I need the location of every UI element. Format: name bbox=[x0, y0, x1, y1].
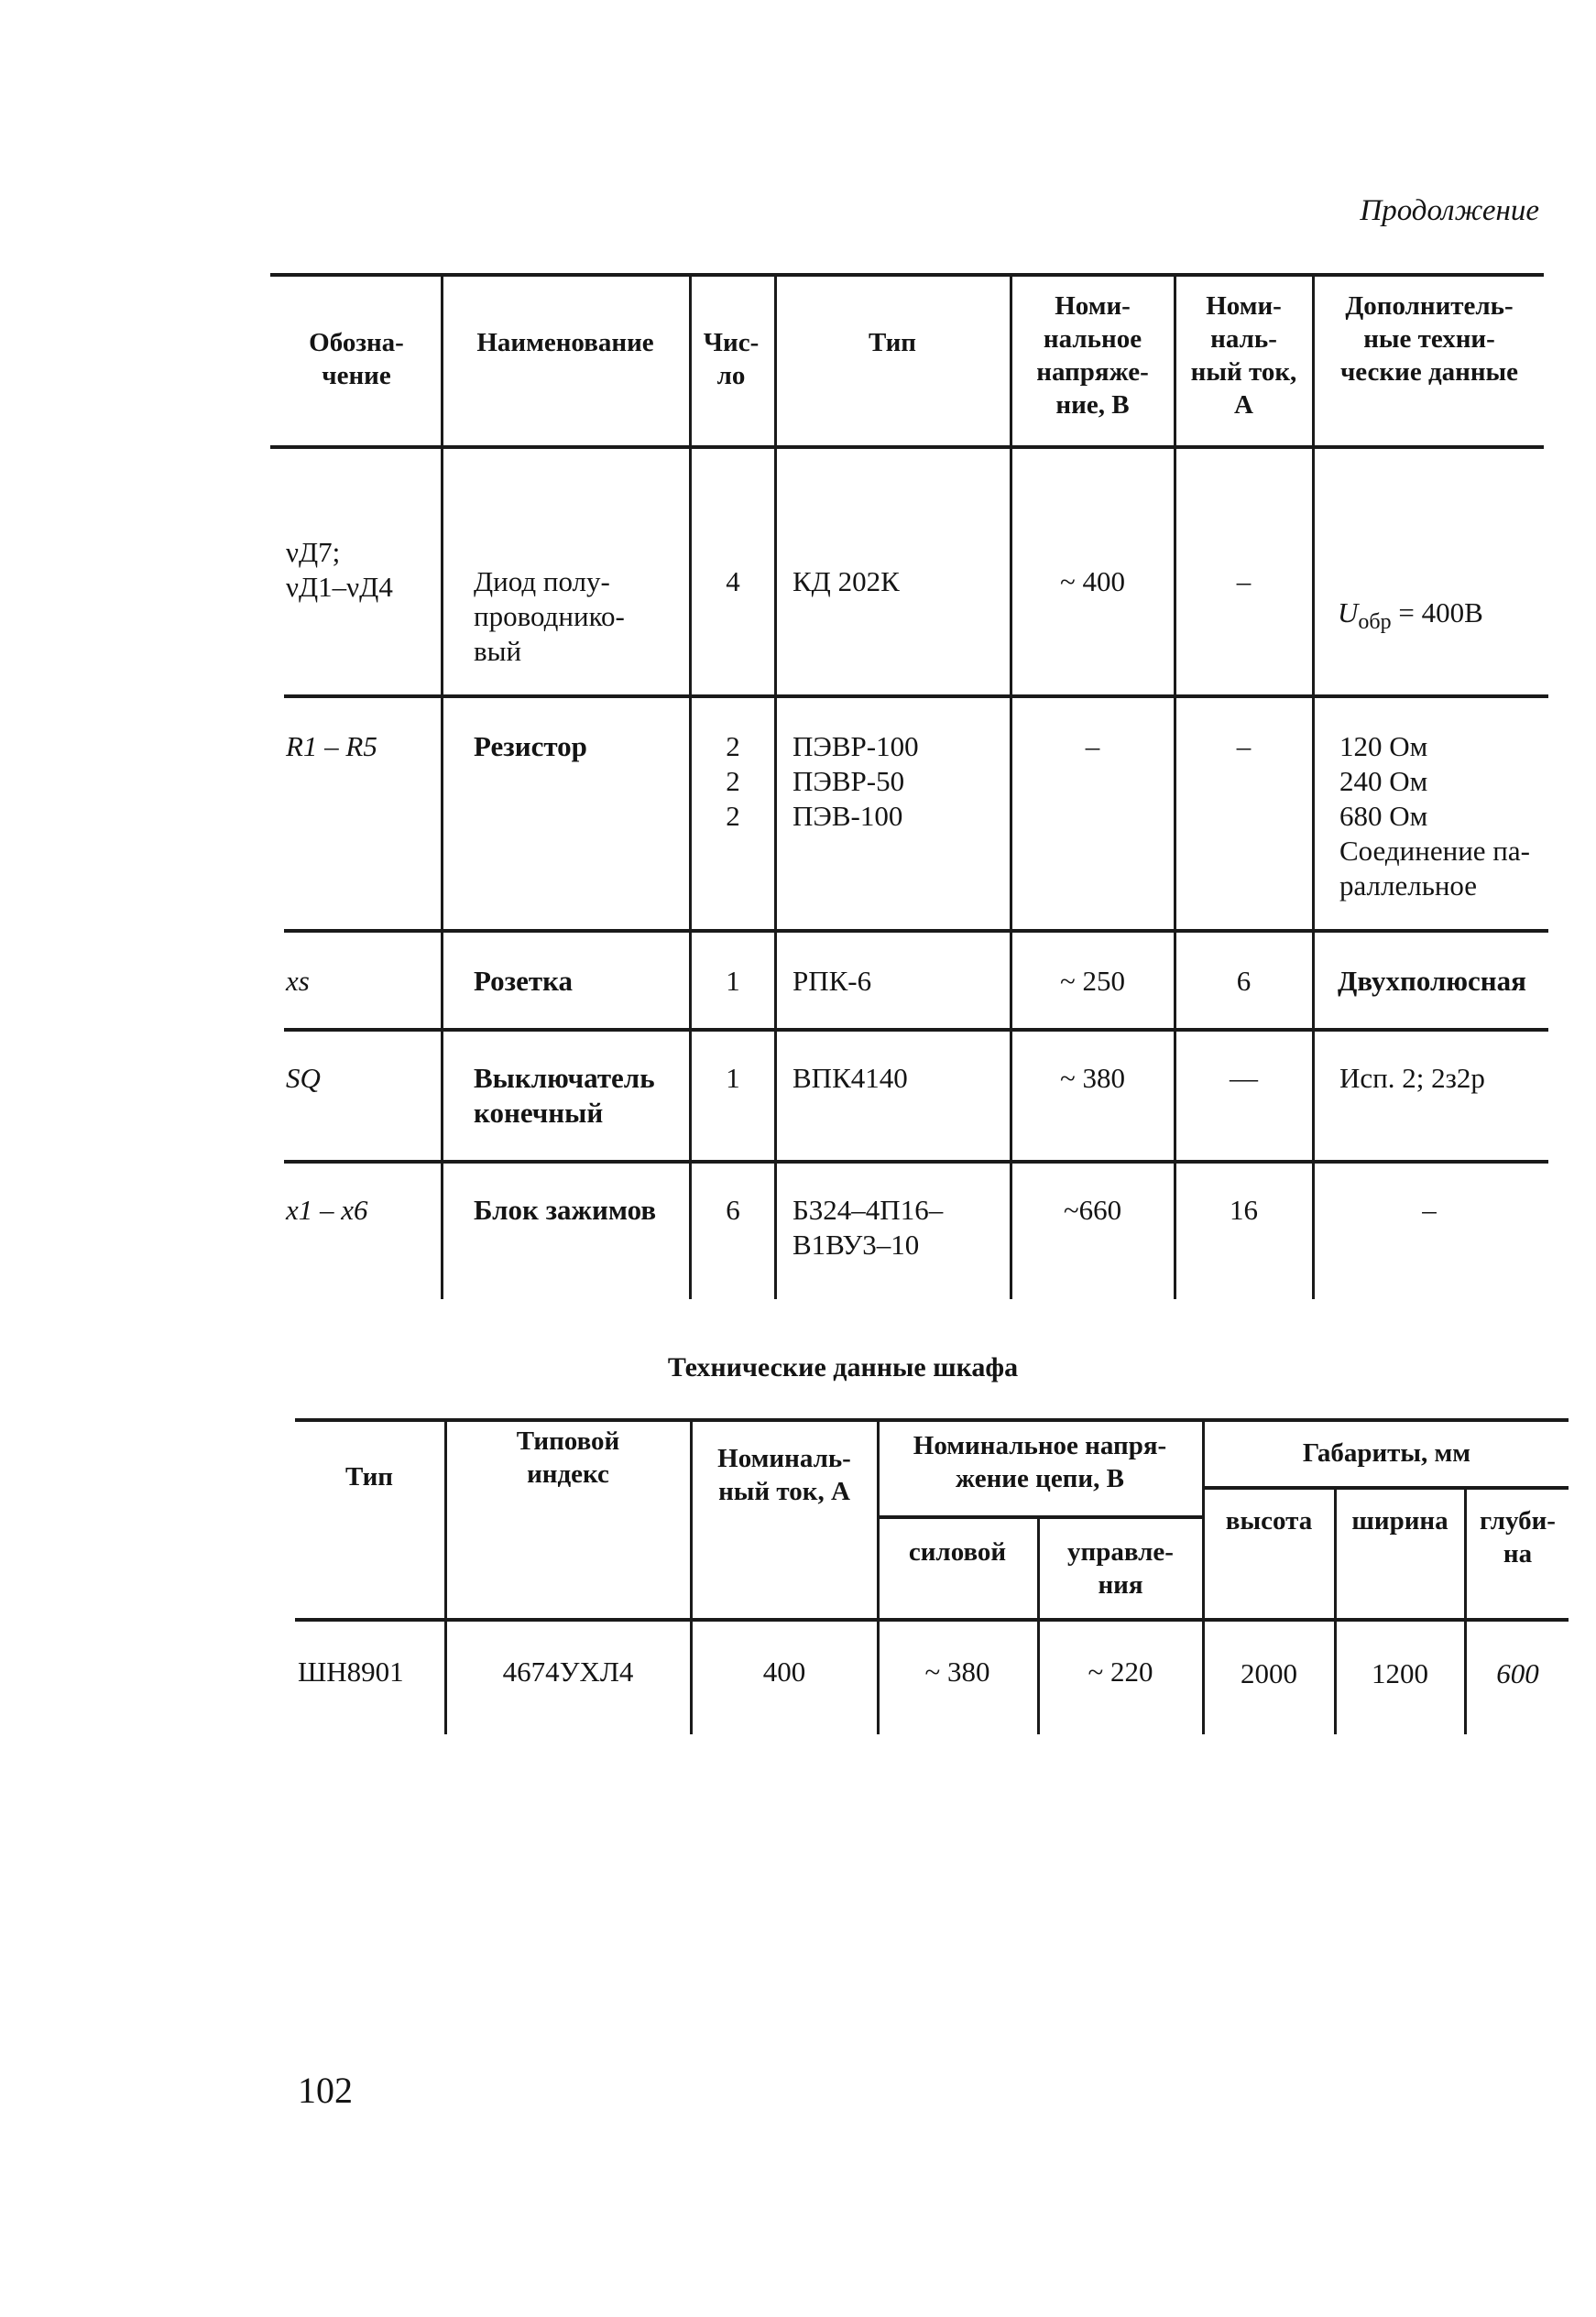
extra-cell: Исп. 2; 2з2р bbox=[1339, 1062, 1485, 1094]
count-cell: 4 bbox=[726, 565, 740, 597]
header-voltage-group: Номинальное напря- жение цепи, В bbox=[913, 1431, 1167, 1493]
type-cell: Б324–4П16– В1ВУ3–10 bbox=[793, 1194, 944, 1261]
count-cell: 2 2 2 bbox=[726, 730, 740, 832]
current-cell: – bbox=[1236, 565, 1252, 597]
name-cell: Выключатель конечный bbox=[474, 1062, 655, 1129]
extra-rest: = 400В bbox=[1391, 596, 1483, 628]
name-cell: Резистор bbox=[474, 730, 587, 762]
name-cell: Диод полу- проводнико- вый bbox=[474, 565, 625, 667]
extra-cell bbox=[1338, 561, 1544, 639]
voltage-cell: ~660 bbox=[1063, 1194, 1122, 1226]
designation-cell: νД7; νД1–νД4 bbox=[286, 536, 393, 603]
current-cell: 16 bbox=[1230, 1194, 1258, 1226]
count-cell: 6 bbox=[726, 1194, 740, 1226]
extra-cell: – bbox=[1422, 1194, 1437, 1226]
control-cell: ~ 220 bbox=[1088, 1656, 1153, 1688]
depth-cell: 600 bbox=[1496, 1657, 1539, 1689]
header-dims-group: Габариты, мм bbox=[1302, 1438, 1471, 1468]
cabinet-table-title: Технические данные шкафа bbox=[667, 1352, 1019, 1383]
header-width: ширина bbox=[1351, 1506, 1448, 1536]
header-power: силовой bbox=[908, 1537, 1007, 1567]
extra-cell: Двухполюсная bbox=[1338, 965, 1526, 997]
name-cell: Розетка bbox=[474, 965, 574, 997]
page-number: 102 bbox=[298, 2070, 353, 2111]
header-depth: глуби- на bbox=[1480, 1506, 1556, 1568]
continuation-label: Продолжение bbox=[1360, 194, 1539, 227]
voltage-cell: – bbox=[1085, 730, 1100, 762]
voltage-cell: ~ 380 bbox=[1059, 1062, 1126, 1094]
width-cell: 1200 bbox=[1372, 1657, 1428, 1689]
header-name: Наименование bbox=[476, 328, 654, 357]
extra-cell: 120 Ом 240 Ом 680 Ом Соединение па- раллельное bbox=[1339, 730, 1530, 902]
extra-sub: обр bbox=[1358, 610, 1392, 635]
header-voltage: Номи- нальное напряже- ние, В bbox=[1036, 291, 1149, 420]
extra-base: U bbox=[1338, 596, 1359, 628]
type-cell: РПК-6 bbox=[793, 965, 872, 997]
height-cell: 2000 bbox=[1241, 1657, 1297, 1689]
header-current: Номи- наль- ный ток, А bbox=[1190, 291, 1297, 420]
voltage-cell: ~ 400 bbox=[1059, 565, 1126, 597]
header-control: управле- ния bbox=[1067, 1537, 1174, 1600]
type-cell: КД 202К bbox=[793, 565, 900, 597]
designation-cell: SQ bbox=[286, 1062, 321, 1094]
header-current: Номиналь- ный ток, А bbox=[717, 1444, 851, 1506]
header-count: Чис- ло bbox=[703, 328, 760, 390]
designation-cell: x1 – x6 bbox=[286, 1194, 368, 1226]
header-designation: Обозна- чение bbox=[309, 328, 404, 390]
current-cell: — bbox=[1230, 1062, 1258, 1094]
header-type: Тип bbox=[344, 1462, 394, 1492]
header-height: высота bbox=[1225, 1506, 1313, 1536]
index-cell: 4674УХЛ4 bbox=[502, 1656, 634, 1688]
header-type: Тип bbox=[868, 328, 917, 357]
voltage-cell: ~ 250 bbox=[1059, 965, 1126, 997]
designation-cell: xs bbox=[286, 965, 310, 997]
name-cell: Блок зажимов bbox=[474, 1194, 657, 1226]
designation-cell: R1 – R5 bbox=[286, 730, 377, 762]
type-cell: ВПК4140 bbox=[793, 1062, 908, 1094]
header-index: Типовой индекс bbox=[516, 1426, 620, 1489]
count-cell: 1 bbox=[726, 1062, 740, 1094]
power-cell: ~ 380 bbox=[924, 1656, 990, 1688]
current-cell: 6 bbox=[1236, 965, 1252, 997]
type-cell: ПЭВР-100 ПЭВР-50 ПЭВ-100 bbox=[793, 730, 919, 832]
header-extra: Дополнитель- ные техни- ческие данные bbox=[1339, 291, 1519, 387]
current-cell: – bbox=[1236, 730, 1252, 762]
count-cell: 1 bbox=[726, 965, 740, 997]
current-cell: 400 bbox=[762, 1656, 806, 1688]
type-cell: ШН8901 bbox=[298, 1656, 404, 1688]
